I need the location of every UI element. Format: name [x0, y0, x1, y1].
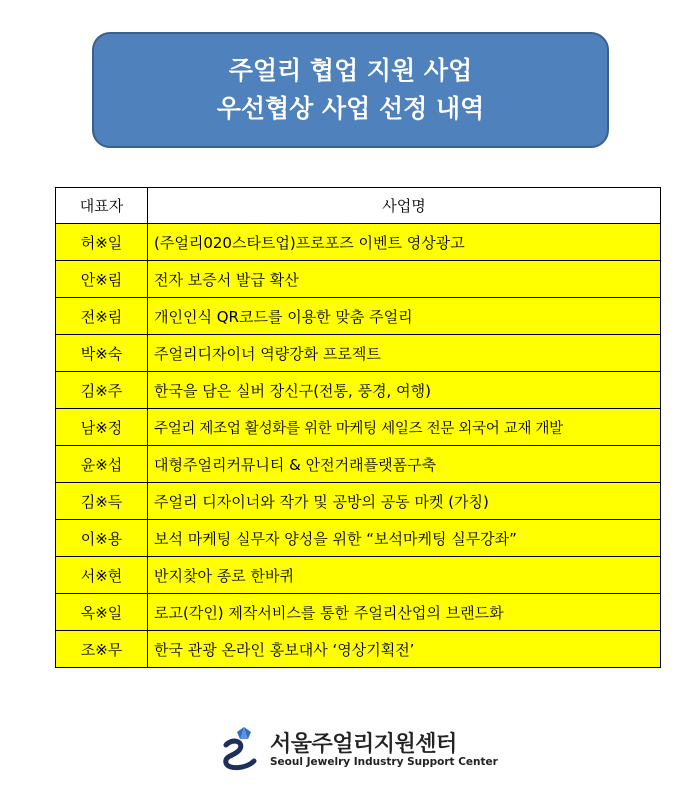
- org-name-korean: 서울주얼리지원센터: [270, 732, 457, 757]
- table-row: [56, 372, 661, 409]
- header-name: 사업명: [148, 188, 661, 224]
- project-name-cell: 대형주얼리커뮤니티 & 안전거래플랫폼구축: [148, 446, 661, 483]
- header-rep: 대표자: [56, 188, 148, 224]
- table-row: [56, 594, 661, 631]
- table-row: [56, 224, 661, 261]
- footer-logo: [218, 723, 498, 773]
- table-row: [56, 261, 661, 298]
- project-name-cell: 전자 보증서 발급 확산: [148, 261, 661, 298]
- table-row: [56, 335, 661, 372]
- project-name-cell: 반지찾아 종로 한바퀴: [148, 557, 661, 594]
- table-row: [56, 446, 661, 483]
- rep-cell: 안※림: [56, 261, 148, 298]
- rep-cell: 김※주: [56, 372, 148, 409]
- rep-cell: 전※림: [56, 298, 148, 335]
- rep-cell: 윤※섭: [56, 446, 148, 483]
- org-name-english: Seoul Jewelry Industry Support Center: [270, 756, 498, 768]
- project-name-cell: 보석 마케팅 실무자 양성을 위한 “보석마케팅 실무강좌”: [148, 520, 661, 557]
- project-name-cell: 주얼리 제조업 활성화를 위한 마케팅 세일즈 전문 외국어 교재 개발: [148, 409, 661, 446]
- project-name-cell: 주얼리 디자이너와 작가 및 공방의 공동 마켓 (가칭): [148, 483, 661, 520]
- title-banner: [92, 32, 609, 148]
- rep-cell: 박※숙: [56, 335, 148, 372]
- rep-cell: 조※무: [56, 631, 148, 668]
- rep-cell: 김※득: [56, 483, 148, 520]
- selection-table: [55, 187, 661, 668]
- project-name-cell: 개인인식 QR코드를 이용한 맞춤 주얼리: [148, 298, 661, 335]
- rep-cell: 허※일: [56, 224, 148, 261]
- table-row: [56, 557, 661, 594]
- rep-cell: 옥※일: [56, 594, 148, 631]
- rep-cell: 이※용: [56, 520, 148, 557]
- table-row: [56, 483, 661, 520]
- jewel-swirl-logo-icon: [218, 725, 262, 771]
- project-name-cell: 주얼리디자이너 역량강화 프로젝트: [148, 335, 661, 372]
- table-header-row: [56, 188, 661, 224]
- project-name-cell: 한국 관광 온라인 홍보대사 ‘영상기획전’: [148, 631, 661, 668]
- project-name-cell: 한국을 담은 실버 장신구(전통, 풍경, 여행): [148, 372, 661, 409]
- project-name-cell: 로고(각인) 제작서비스를 통한 주얼리산업의 브랜드화: [148, 594, 661, 631]
- title-line-1: 주얼리 협업 지원 사업: [228, 56, 473, 85]
- rep-cell: 남※정: [56, 409, 148, 446]
- table-row: [56, 409, 661, 446]
- table-row: [56, 520, 661, 557]
- table-row: [56, 631, 661, 668]
- title-line-2: 우선협상 사업 선정 내역: [216, 94, 485, 123]
- rep-cell: 서※현: [56, 557, 148, 594]
- project-name-cell: (주얼리020스타트업)프로포즈 이벤트 영상광고: [148, 224, 661, 261]
- table-row: [56, 298, 661, 335]
